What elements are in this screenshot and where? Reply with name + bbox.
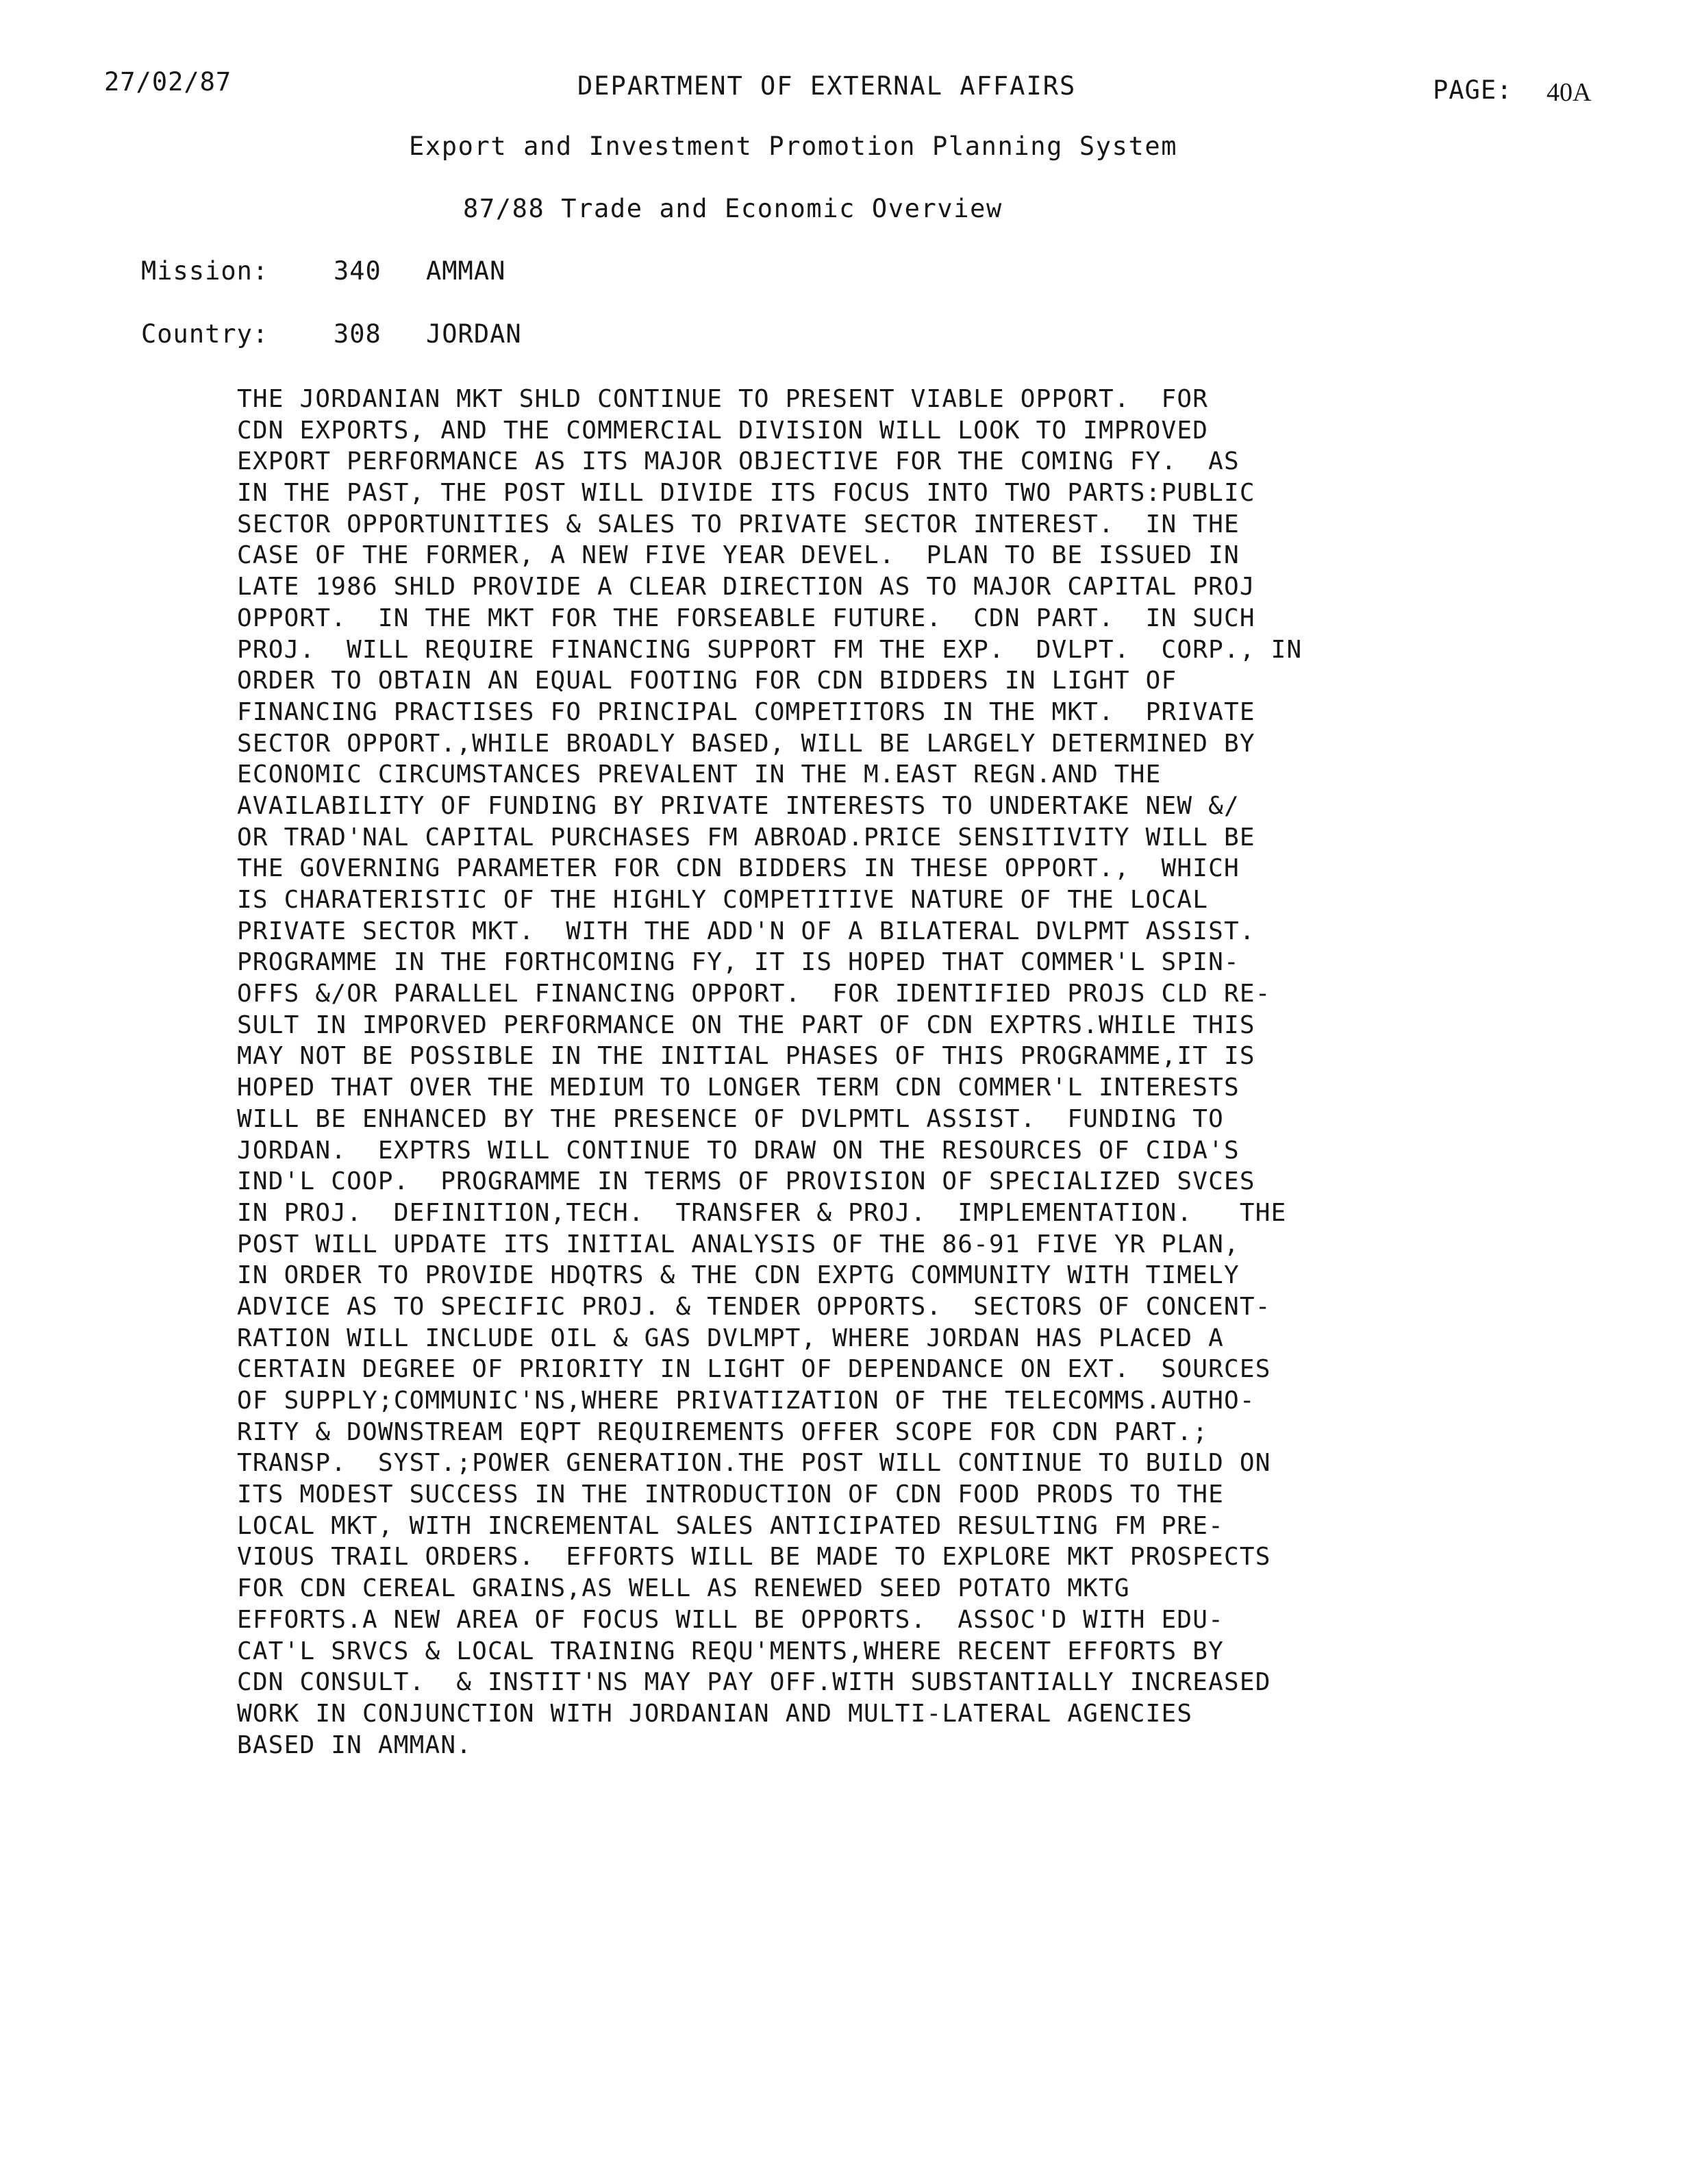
body-line: POST WILL UPDATE ITS INITIAL ANALYSIS OF THE 86-91 FIVE YR PLAN,	[237, 1230, 1240, 1258]
body-line: CAT'L SRVCS & LOCAL TRAINING REQU'MENTS,WHERE RECENT EFFORTS BY	[237, 1637, 1225, 1665]
body-line: FOR CDN CEREAL GRAINS,AS WELL AS RENEWED SEED POTATO MKTG	[237, 1574, 1130, 1603]
body-line: PROJ. WILL REQUIRE FINANCING SUPPORT FM THE EXP. DVLPT. CORP., IN	[237, 635, 1303, 664]
body-line: ITS MODEST SUCCESS IN THE INTRODUCTION OF CDN FOOD PRODS TO THE	[237, 1480, 1225, 1509]
body-line: THE GOVERNING PARAMETER FOR CDN BIDDERS IN THESE OPPORT., WHICH	[237, 854, 1240, 883]
body-line: CDN EXPORTS, AND THE COMMERCIAL DIVISION WILL LOOK TO IMPROVED	[237, 416, 1209, 445]
body-line: SULT IN IMPORVED PERFORMANCE ON THE PART OF CDN EXPTRS.WHILE THIS	[237, 1010, 1255, 1039]
body-line: CERTAIN DEGREE OF PRIORITY IN LIGHT OF DEPENDANCE ON EXT. SOURCES	[237, 1355, 1271, 1384]
body-line: RATION WILL INCLUDE OIL & GAS DVLMPT, WHERE JORDAN HAS PLACED A	[237, 1324, 1225, 1352]
body-line: FINANCING PRACTISES FO PRINCIPAL COMPETITORS IN THE MKT. PRIVATE	[237, 697, 1255, 726]
body-line: OF SUPPLY;COMMUNIC'NS,WHERE PRIVATIZATION OF THE TELECOMMS.AUTHO-	[237, 1387, 1255, 1415]
body-line: HOPED THAT OVER THE MEDIUM TO LONGER TERM CDN COMMER'L INTERESTS	[237, 1074, 1240, 1102]
report-date: 27/02/87	[104, 67, 232, 97]
country-code: 308	[334, 319, 381, 349]
page-label: PAGE:	[1433, 75, 1513, 105]
body-line: IND'L COOP. PROGRAMME IN TERMS OF PROVISION OF SPECIALIZED SVCES	[237, 1167, 1255, 1196]
body-line: LATE 1986 SHLD PROVIDE A CLEAR DIRECTION AS TO MAJOR CAPITAL PROJ	[237, 573, 1255, 601]
overview-body-text	[237, 384, 1470, 1761]
body-line: SECTOR OPPORT.,WHILE BROADLY BASED, WILL BE LARGELY DETERMINED BY	[237, 729, 1255, 758]
country-label: Country:	[141, 319, 269, 349]
body-line: TRANSP. SYST.;POWER GENERATION.THE POST WILL CONTINUE TO BUILD ON	[237, 1449, 1271, 1478]
mission-name: AMMAN	[426, 256, 506, 286]
body-line: PROGRAMME IN THE FORTHCOMING FY, IT IS HOPED THAT COMMER'L SPIN-	[237, 948, 1240, 977]
body-line: RITY & DOWNSTREAM EQPT REQUIREMENTS OFFER SCOPE FOR CDN PART.;	[237, 1417, 1209, 1446]
overview-title: 87/88 Trade and Economic Overview	[463, 194, 1003, 223]
body-line: LOCAL MKT, WITH INCREMENTAL SALES ANTICIPATED RESULTING FM PRE-	[237, 1511, 1225, 1540]
department-heading: DEPARTMENT OF EXTERNAL AFFAIRS	[577, 71, 1077, 101]
body-line: BASED IN AMMAN.	[237, 1730, 473, 1759]
system-title: Export and Investment Promotion Planning System	[409, 132, 1178, 161]
body-line: IS CHARATERISTIC OF THE HIGHLY COMPETITIVE NATURE OF THE LOCAL	[237, 886, 1209, 914]
body-line: VIOUS TRAIL ORDERS. EFFORTS WILL BE MADE TO EXPLORE MKT PROSPECTS	[237, 1543, 1271, 1572]
body-line: ORDER TO OBTAIN AN EQUAL FOOTING FOR CDN BIDDERS IN LIGHT OF	[237, 667, 1177, 695]
body-line: EXPORT PERFORMANCE AS ITS MAJOR OBJECTIVE FOR THE COMING FY. AS	[237, 447, 1240, 476]
body-line: ADVICE AS TO SPECIFIC PROJ. & TENDER OPPORTS. SECTORS OF CONCENT-	[237, 1292, 1271, 1321]
body-line: IN PROJ. DEFINITION,TECH. TRANSFER & PROJ. IMPLEMENTATION. THE	[237, 1198, 1287, 1227]
body-line: SECTOR OPPORTUNITIES & SALES TO PRIVATE SECTOR INTEREST. IN THE	[237, 510, 1240, 538]
body-line: PRIVATE SECTOR MKT. WITH THE ADD'N OF A BILATERAL DVLPMT ASSIST.	[237, 917, 1255, 945]
body-line: CASE OF THE FORMER, A NEW FIVE YEAR DEVEL. PLAN TO BE ISSUED IN	[237, 541, 1240, 570]
body-line: EFFORTS.A NEW AREA OF FOCUS WILL BE OPPORTS. ASSOC'D WITH EDU-	[237, 1605, 1225, 1634]
body-line: THE JORDANIAN MKT SHLD CONTINUE TO PRESENT VIABLE OPPORT. FOR	[237, 385, 1209, 413]
body-line: IN THE PAST, THE POST WILL DIVIDE ITS FOCUS INTO TWO PARTS:PUBLIC	[237, 479, 1255, 508]
body-line: IN ORDER TO PROVIDE HDQTRS & THE CDN EXPTG COMMUNITY WITH TIMELY	[237, 1261, 1240, 1290]
body-line: WORK IN CONJUNCTION WITH JORDANIAN AND MULTI-LATERAL AGENCIES	[237, 1699, 1193, 1728]
body-line: AVAILABILITY OF FUNDING BY PRIVATE INTERESTS TO UNDERTAKE NEW &/	[237, 791, 1240, 820]
body-line: ECONOMIC CIRCUMSTANCES PREVALENT IN THE M.EAST REGN.AND THE	[237, 760, 1162, 789]
mission-code: 340	[334, 256, 381, 286]
body-line: OR TRAD'NAL CAPITAL PURCHASES FM ABROAD.PRICE SENSITIVITY WILL BE	[237, 823, 1255, 852]
body-line: WILL BE ENHANCED BY THE PRESENCE OF DVLPMTL ASSIST. FUNDING TO	[237, 1104, 1225, 1133]
body-line: OFFS &/OR PARALLEL FINANCING OPPORT. FOR IDENTIFIED PROJS CLD RE-	[237, 980, 1271, 1008]
country-name: JORDAN	[426, 319, 522, 349]
page-number: 40A	[1547, 78, 1592, 107]
body-line: OPPORT. IN THE MKT FOR THE FORSEABLE FUTURE. CDN PART. IN SUCH	[237, 604, 1255, 632]
body-line: JORDAN. EXPTRS WILL CONTINUE TO DRAW ON THE RESOURCES OF CIDA'S	[237, 1136, 1240, 1165]
body-line: MAY NOT BE POSSIBLE IN THE INITIAL PHASES OF THIS PROGRAMME,IT IS	[237, 1042, 1255, 1071]
body-line: CDN CONSULT. & INSTIT'NS MAY PAY OFF.WITH SUBSTANTIALLY INCREASED	[237, 1668, 1271, 1697]
mission-label: Mission:	[141, 256, 269, 286]
